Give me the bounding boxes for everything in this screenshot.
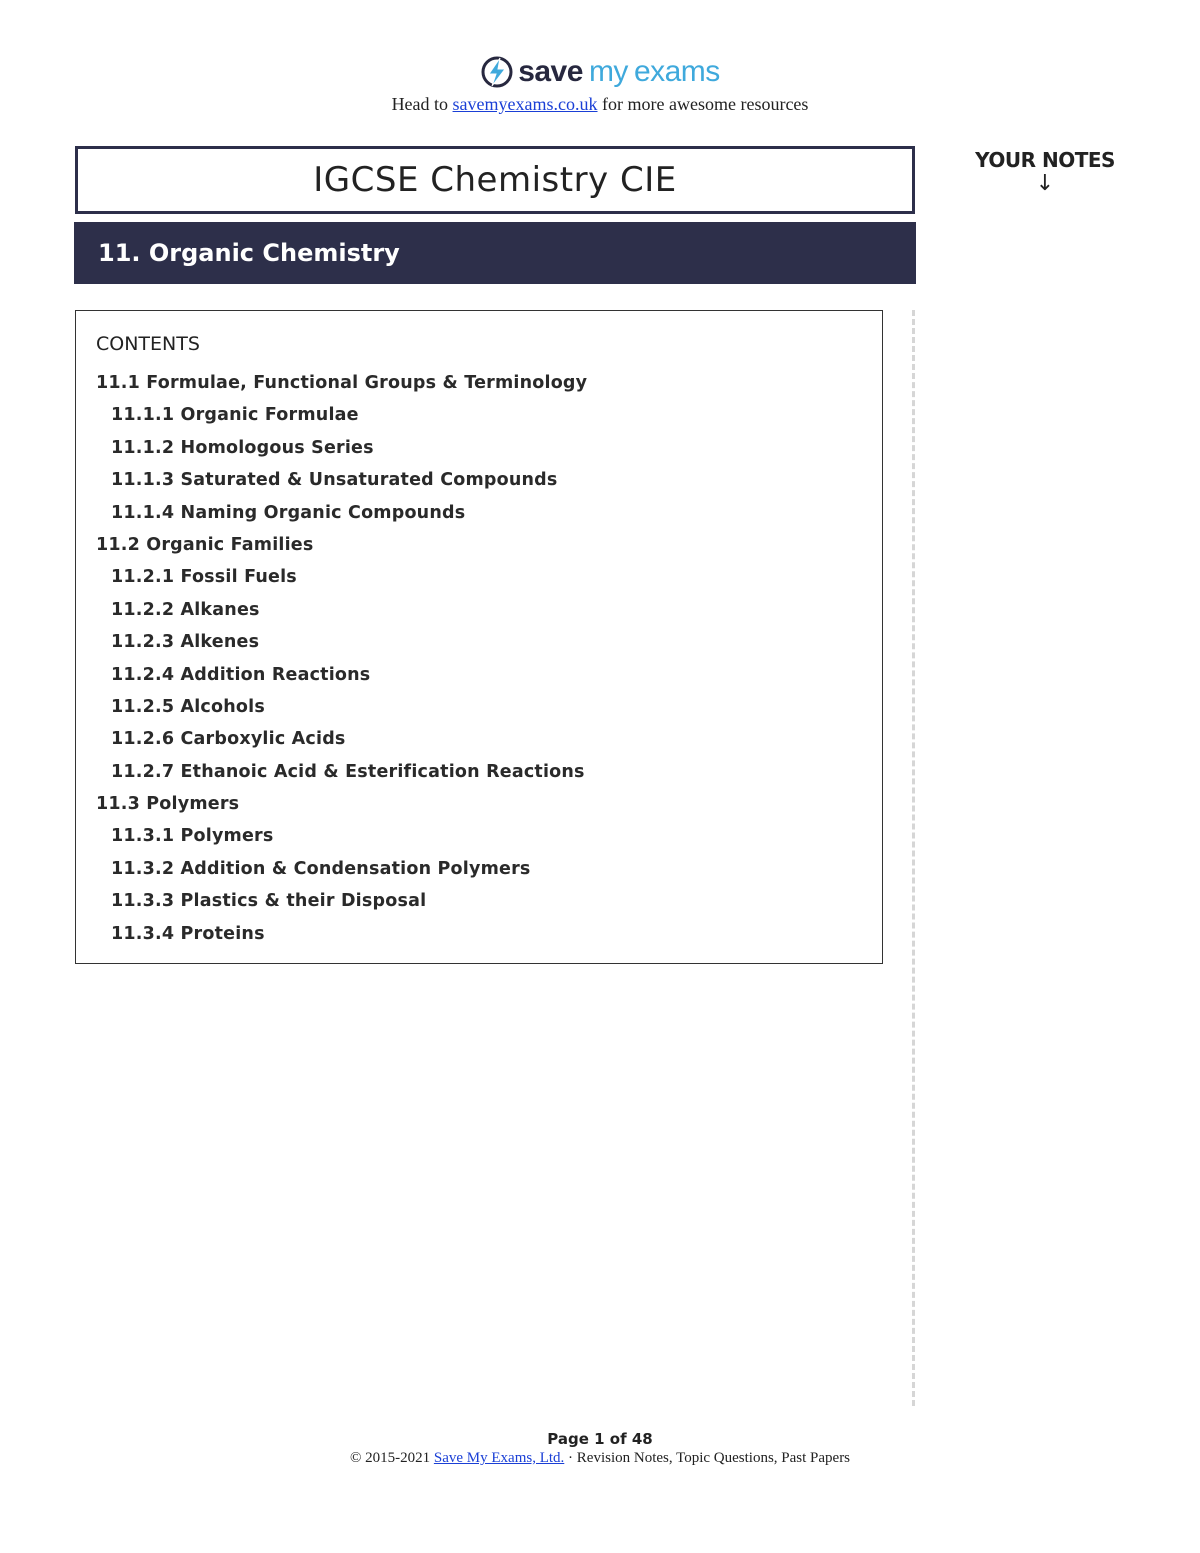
tagline-suffix: for more awesome resources <box>602 94 809 114</box>
toc-subsection-link[interactable]: 11.2.3 Alkenes <box>111 632 260 653</box>
down-arrow-icon: ↓ <box>1035 171 1055 196</box>
lightning-bolt-icon <box>480 55 514 89</box>
logo-my: my <box>588 55 628 88</box>
savemyexams-logo[interactable] <box>0 52 1200 92</box>
logo-save: save <box>518 55 583 88</box>
subject-title-box <box>75 146 915 214</box>
toc-subsection-link[interactable]: 11.2.5 Alcohols <box>111 696 265 717</box>
toc-subsection-link[interactable]: 11.2.6 Carboxylic Acids <box>111 729 346 750</box>
page-footer <box>0 1430 1200 1467</box>
logo-exams: exams <box>633 55 720 88</box>
toc-subsection-link[interactable]: 11.3.1 Polymers <box>111 826 274 847</box>
your-notes-label: YOUR NOTES <box>975 148 1115 172</box>
toc-subsection-link[interactable]: 11.2.7 Ethanoic Acid & Esterification Reactions <box>111 761 585 782</box>
contents-heading: CONTENTS <box>96 333 200 355</box>
tagline-prefix: Head to <box>391 94 449 114</box>
your-notes-column-header <box>960 148 1130 196</box>
toc-subsection-link[interactable]: 11.3.3 Plastics & their Disposal <box>111 891 427 912</box>
toc-subsection-link[interactable]: 11.1.3 Saturated & Unsaturated Compounds <box>111 470 558 491</box>
contents-box <box>75 310 883 964</box>
table-of-contents <box>96 367 587 950</box>
toc-section-link[interactable]: 11.3 Polymers <box>96 794 240 815</box>
save-my-exams-link[interactable]: Save My Exams, Ltd. <box>433 1450 565 1466</box>
chapter-title: 11. Organic Chemistry <box>98 239 400 267</box>
toc-subsection-link[interactable]: 11.1.2 Homologous Series <box>111 437 374 458</box>
toc-section-link[interactable]: 11.2 Organic Families <box>96 534 314 555</box>
page-header <box>0 52 1200 115</box>
page-number: Page 1 of 48 <box>547 1430 653 1448</box>
logo-wordmark <box>518 55 720 89</box>
notes-divider <box>912 310 915 1406</box>
toc-subsection-link[interactable]: 11.3.4 Proteins <box>111 923 265 944</box>
toc-subsection-link[interactable]: 11.2.1 Fossil Fuels <box>111 567 297 588</box>
copyright-line <box>0 1450 1200 1467</box>
toc-subsection-link[interactable]: 11.2.2 Alkanes <box>111 599 260 620</box>
subject-title: IGCSE Chemistry CIE <box>313 160 677 200</box>
copyright-suffix: · Revision Notes, Topic Questions, Past Papers <box>568 1450 851 1466</box>
header-tagline <box>0 94 1200 115</box>
copyright-prefix: © 2015-2021 <box>349 1450 431 1466</box>
toc-subsection-link[interactable]: 11.3.2 Addition & Condensation Polymers <box>111 858 531 879</box>
savemyexams-link[interactable]: savemyexams.co.uk <box>452 94 598 114</box>
toc-subsection-link[interactable]: 11.1.1 Organic Formulae <box>111 405 359 426</box>
chapter-banner <box>74 222 916 284</box>
toc-section-link[interactable]: 11.1 Formulae, Functional Groups & Terminology <box>96 373 588 393</box>
toc-subsection-link[interactable]: 11.2.4 Addition Reactions <box>111 664 371 685</box>
toc-subsection-link[interactable]: 11.1.4 Naming Organic Compounds <box>111 502 466 523</box>
